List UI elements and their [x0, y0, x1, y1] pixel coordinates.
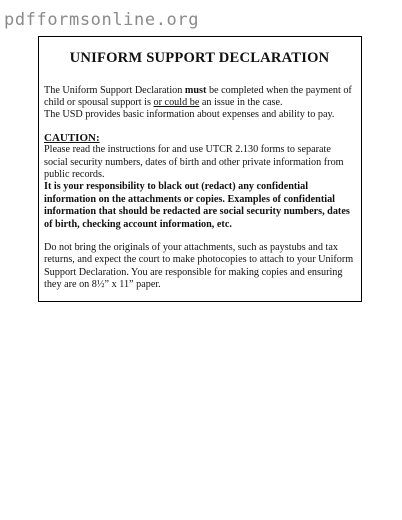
site-watermark: pdfformsonline.org — [4, 10, 200, 30]
intro-line-2: The USD provides basic information about expenses and ability to pay. — [44, 109, 335, 121]
intro-text-1: The Uniform Support Declaration — [44, 84, 185, 96]
intro-must: must — [184, 84, 207, 96]
originals-paragraph: Do not bring the originals of your attachments, such as paystubs and tax returns, and expect the court to make photocopies to attach to your Uniform Support Declaration. You are responsible for making copies and ensuring they are on 8½” x 11” paper. — [44, 242, 354, 291]
caution-bold-text: It is your responsibility to black out (redact) any confidential information on the attachments or copies. Examples of confidential information that should be redacted are social security numbers, dates of birth, checking account information, etc. — [44, 181, 350, 230]
caution-text: Please read the instructions for and use UTCR 2.130 forms to separate social security numbers, dates of birth and other private information from public records. — [44, 144, 344, 181]
spacer — [44, 231, 355, 242]
intro-could-be: or could be — [153, 97, 200, 108]
intro-text-2: be completed when the payment of child or spousal support is — [44, 84, 352, 108]
declaration-notice-box — [38, 36, 362, 302]
intro-text-3: an issue in the case. — [199, 97, 283, 108]
intro-paragraph — [44, 85, 355, 110]
form-title: UNIFORM SUPPORT DECLARATION — [69, 50, 330, 66]
caution-heading: CAUTION: — [44, 131, 100, 144]
